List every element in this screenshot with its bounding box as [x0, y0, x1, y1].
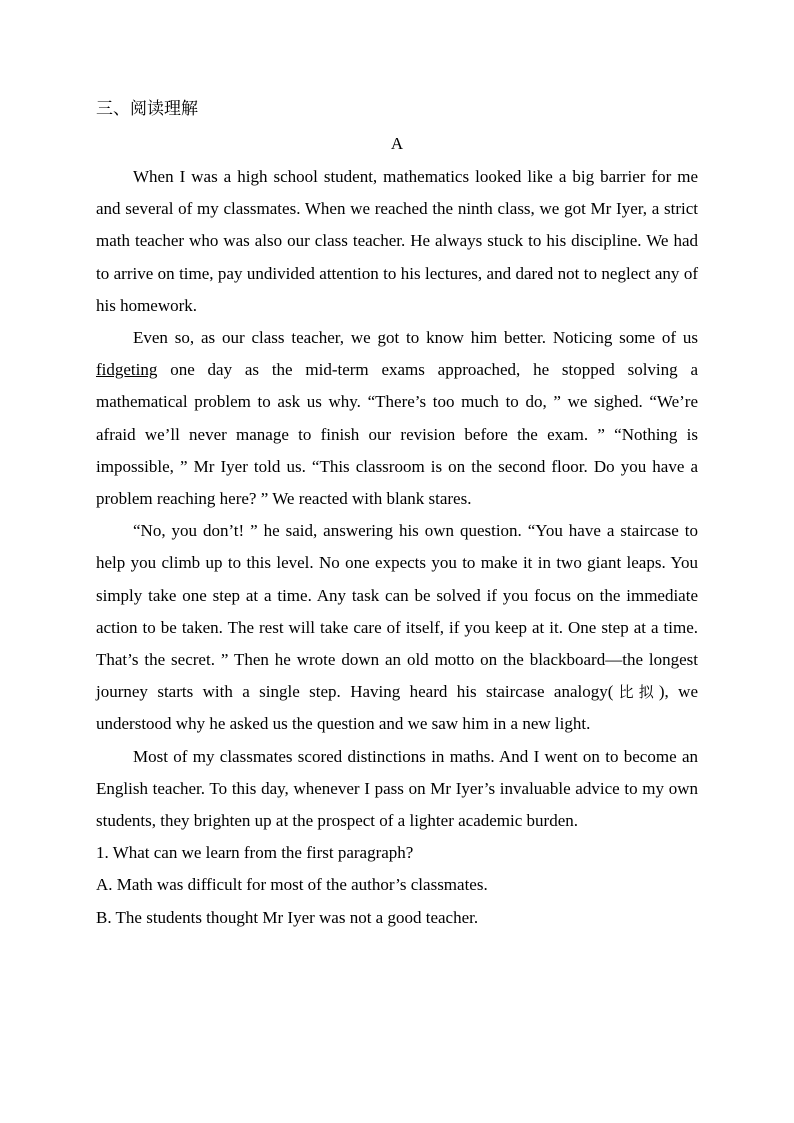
paragraph-2-text-end: one day as the mid-term exams approached, he stopped solving a mathematical problem to ask us why. “There’s too much to do, ” we sighed. “We’re afraid we’ll never manage to finish our revision before the exam. ” “Nothing is impossible, ” Mr Iyer told us. “This classroom is on the second floor. Do you have a problem reaching here? ” We reacted with blank stares. [96, 360, 698, 509]
document-page [96, 92, 698, 934]
question-1-option-b: B. The students thought Mr Iyer was not a good teacher. [96, 907, 479, 927]
passage-paragraph-2 [96, 322, 698, 515]
passage-paragraph-4: Most of my classmates scored distinctions in maths. And I went on to become an English teacher. To this day, whenever I pass on Mr Iyer’s invaluable advice to my own students, they brighten up at the prospect of a lighter academic burden. [96, 746, 698, 831]
passage-label: A [390, 134, 404, 153]
passage-paragraph-3 [96, 515, 698, 740]
paragraph-3-text-end: ), we understood why he asked us the question and we saw him in a new light. [96, 682, 698, 734]
chinese-gloss: 比拟 [613, 683, 659, 702]
paragraph-3-text-start: “No, you don’t! ” he said, answering his own question. “You have a staircase to help you climb up to this level. No one expects you to make it in two giant leaps. You simply take one step at a time. Any task can be solved if you focus on the immediate action to be taken. The rest will take care of itself, if you keep at it. One step at a time. That’s the secret. ” Then he wrote down an old motto on the blackboard—the longest journey starts with a single step. Having heard his staircase analogy( [96, 521, 698, 702]
paragraph-2-text-start: Even so, as our class teacher, we got to know him better. Noticing some of us [133, 328, 698, 348]
underlined-word-fidgeting: fidgeting [96, 360, 158, 380]
section-heading: 三、阅读理解 [96, 99, 198, 119]
question-1-option-a: A. Math was difficult for most of the author’s classmates. [96, 875, 488, 895]
passage-paragraph-1: When I was a high school student, mathematics looked like a big barrier for me and several of my classmates. When we reached the ninth class, we got Mr Iyer, a strict math teacher who was also our class teacher. He always stuck to his discipline. We had to arrive on time, pay undivided attention to his lectures, and dared not to neglect any of his homework. [96, 167, 698, 315]
question-1-stem: 1. What can we learn from the first paragraph? [96, 843, 414, 863]
